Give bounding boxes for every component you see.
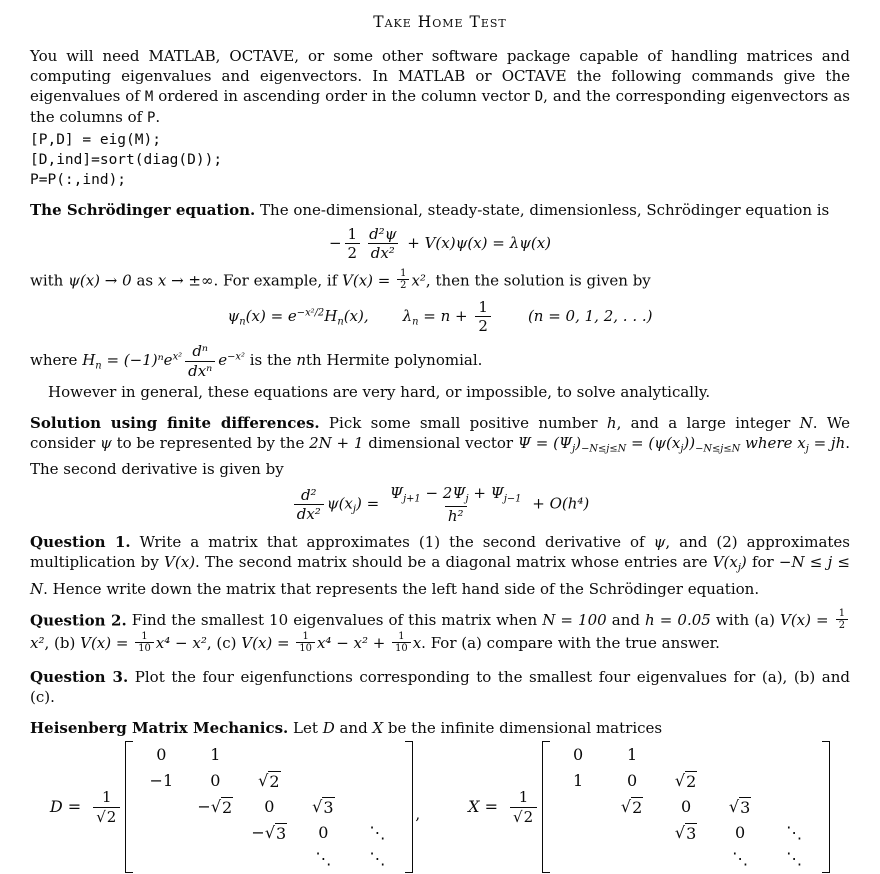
segment-text: . Hence write down the matrix that represents the left hand side of the Schrödinger equation. — [43, 579, 760, 598]
segment-sub: j — [737, 562, 741, 574]
segment-text: and — [334, 719, 373, 738]
segment-sub: n — [337, 316, 344, 328]
segment-text: to be represented by the — [111, 433, 310, 452]
segment-text: , (c) — [206, 634, 242, 653]
segment-math: −N ≤ j ≤ N — [30, 553, 850, 598]
question-1-body — [30, 533, 850, 597]
matrix-x-name: X = — [468, 797, 498, 817]
segment-math: V(x) = — [80, 634, 134, 653]
matrix-d-grid — [133, 740, 405, 874]
segment-math: ψ — [227, 306, 240, 325]
segment-text: is the — [244, 351, 297, 370]
question-2 — [30, 607, 850, 656]
matrix-cell — [713, 768, 767, 794]
segment-math: V(x) — [164, 553, 196, 572]
segment-code: D — [534, 89, 544, 105]
segment-math: where x — [740, 433, 806, 452]
matrix-cell: √ 3 — [728, 797, 751, 817]
code-line: P=P(:,ind); — [30, 172, 127, 188]
segment-text: as — [131, 271, 158, 290]
segment-math: N — [799, 413, 813, 432]
segment-text: with (a) — [710, 611, 780, 630]
bracket-right — [405, 741, 413, 873]
segment-text: The one-dimensional, steady-state, dimensionless, Schrödinger equation is — [255, 201, 830, 219]
segment-text: th Hermite polynomial. — [305, 351, 483, 370]
matrix-cell — [350, 768, 404, 794]
segment-math: = (−1)ⁿe — [101, 351, 173, 370]
matrix-cell: 1 — [210, 745, 221, 765]
segment-math: = jh — [808, 433, 846, 452]
question-2-body — [30, 607, 850, 654]
hermite-line — [30, 342, 850, 380]
segment-math: = n + — [418, 306, 473, 325]
segment-math: X — [372, 719, 384, 738]
segment-math: (x) = e — [245, 306, 297, 325]
matrix-cell: ⋱ — [786, 849, 803, 869]
segment-sub: j — [805, 443, 809, 455]
segment-math: (x), — [343, 306, 369, 325]
segment-sub: j — [572, 443, 576, 455]
matrix-cell: −√ 3 — [251, 823, 287, 843]
segment-sup: −x²/2 — [296, 307, 325, 319]
segment-text: Plot the four eigenfunctions corresponding to the smallest four eigenvalues for (a), (b) and (c). — [30, 668, 850, 707]
matrix-cell: 0 — [264, 797, 275, 817]
matrix-cell: 0 — [156, 745, 167, 765]
matrix-cell — [551, 820, 605, 846]
matrix-cell: −1 — [149, 771, 174, 791]
matrix-cell: √ 2 — [620, 797, 643, 817]
segment-text: You will need MATLAB, OCTAVE, or some other software package capable of handling matrices and computing eigenvalues and eigenvectors. In MATLAB or OCTAVE the following commands give the eigenvalues of — [30, 47, 850, 105]
matrix-cell — [605, 846, 659, 872]
segment-math: ) — [575, 433, 582, 452]
matrix-cell — [551, 794, 605, 820]
matrix-cell — [188, 820, 242, 846]
schrodinger-paragraph — [30, 200, 850, 220]
matrix-cell — [605, 820, 659, 846]
segment-text: , and (2) approximates multiplication by — [30, 533, 850, 572]
matrix-cell — [767, 768, 821, 794]
question-3 — [30, 667, 850, 707]
segment-math: V(x — [712, 553, 738, 572]
segment-math: D — [322, 719, 335, 738]
segment-fracs: $\frac{1}{2}$ — [836, 608, 848, 631]
segment-text: be the infinite dimensional matrices — [383, 719, 663, 738]
matrix-cell — [350, 742, 404, 768]
matrix-cell: √ 3 — [312, 797, 334, 817]
matrix-cell: ⋱ — [786, 823, 803, 843]
segment-sub: −N≤j≤N — [581, 443, 627, 455]
segment-math: )) — [683, 433, 696, 452]
segment-math: ψ — [100, 433, 112, 452]
question-3-label: Question 3. — [30, 668, 129, 687]
with-psi-line — [30, 267, 850, 293]
segment-math: λ — [402, 306, 413, 325]
matrix-cell: ⋱ — [315, 849, 332, 869]
segment-text: . The second matrix should be a diagonal matrix whose entries are — [195, 553, 713, 572]
page-title: Take Home Test — [373, 13, 507, 31]
matrix-cell — [659, 846, 713, 872]
segment-math: 2N + 1 — [309, 433, 364, 452]
matrix-cell — [296, 768, 350, 794]
section-heading-finite-differences: Solution using finite differences. — [30, 413, 320, 432]
segment-text: where — [30, 351, 83, 370]
segment-math: x² — [30, 634, 45, 653]
matrix-cell — [551, 846, 605, 872]
segment-text: for — [746, 553, 779, 572]
segment-sub: n — [239, 316, 246, 328]
segment-fracs: $\frac{1}{10}$ — [392, 631, 411, 654]
matrix-x — [468, 740, 830, 874]
segment-text: , then the solution is given by — [425, 271, 651, 290]
section-heading-heisenberg: Heisenberg Matrix Mechanics. — [30, 719, 289, 738]
segment-text: Let — [288, 719, 323, 738]
segment-text: with — [30, 271, 69, 290]
segment-fracs: $\frac{1}{10}$ — [296, 631, 315, 654]
intro-paragraph — [30, 46, 850, 128]
segment-text: ordered in ascending order in the column vector — [153, 87, 535, 105]
matrix-cell — [296, 742, 350, 768]
segment-math: (n = 0, 1, 2, . . .) — [527, 306, 653, 325]
segment-math: x → ±∞ — [157, 271, 214, 290]
question-1 — [30, 532, 850, 598]
equation-psi-n — [30, 298, 850, 336]
segment-sub: −N≤j≤N — [695, 443, 741, 455]
equation-schrodinger — [30, 225, 850, 263]
bracket-right — [822, 741, 830, 873]
segment-fracs: $\frac{1}{10}$ — [135, 631, 154, 654]
matrix-cell: √ 2 — [258, 771, 280, 791]
segment-text: . For (a) compare with the true answer. — [421, 634, 720, 653]
segment-fraci: $\frac{\text{d²ψ}}{\text{dx²}}$ — [369, 225, 397, 263]
matrix-cell: √ 2 — [674, 771, 697, 791]
segment-code: M — [144, 89, 154, 105]
code-line: [D,ind]=sort(diag(D)); — [30, 152, 223, 168]
segment-math: = (ψ(x — [626, 433, 681, 452]
matrix-cell: 0 — [735, 823, 746, 843]
matrix-cell: ⋱ — [732, 849, 749, 869]
matrix-d-name: D = — [49, 797, 82, 817]
segment-math: V(x) = — [241, 634, 295, 653]
segment-math: H — [82, 351, 96, 370]
segment-text: . We consider — [30, 413, 850, 452]
matrix-cell: 0 — [318, 823, 329, 843]
segment-math: x⁴ − x² + — [316, 634, 391, 653]
segment-code: P — [146, 110, 156, 126]
segment-text: and — [606, 611, 646, 630]
schrodinger-lead — [255, 201, 829, 219]
segment-math: Ψ = (Ψ — [517, 433, 573, 452]
heisenberg-lead — [288, 719, 662, 737]
matrix-x-grid — [550, 740, 822, 874]
matrix-cell: 0 — [573, 745, 584, 765]
matrix-cell — [767, 794, 821, 820]
segment-math: V(x) = — [779, 611, 834, 630]
question-3-body — [30, 668, 850, 706]
matrix-cell: 0 — [681, 797, 692, 817]
code-line: [P,D] = eig(M); — [30, 132, 161, 148]
segment-sub: n — [412, 316, 419, 328]
matrix-cell: ⋱ — [369, 849, 386, 869]
segment-fraci: $\frac{\text{dⁿ}}{\text{dxⁿ}}$ — [185, 342, 215, 380]
matrix-cell — [713, 742, 767, 768]
segment-text: Write a matrix that approximates (1) the second derivative of — [130, 533, 654, 552]
matrix-cell: 0 — [627, 771, 638, 791]
segment-math: e — [218, 351, 228, 370]
segment-math: h — [606, 413, 617, 432]
frac-central-difference: $\frac{\Psi_{j+1} - 2\Psi_j + \Psi_{j-1}}{\text{h²}}$ — [389, 484, 522, 525]
segment-text: , and the corresponding eigenvectors as the columns of — [30, 87, 850, 126]
matrix-cell — [134, 794, 188, 820]
frac-d2-dx2: $\frac{\text{d²}}{\text{dx²}}$ — [294, 486, 324, 524]
segment-text: , (b) — [44, 634, 81, 653]
matrix-d — [50, 740, 468, 874]
code-block — [30, 130, 850, 190]
matrix-cell: 1 — [573, 771, 584, 791]
segment-fracs: $\frac{1}{2}$ — [397, 268, 409, 291]
segment-text: Pick some small positive number — [319, 413, 607, 432]
segment-text: . — [155, 108, 161, 126]
segment-sub: j — [680, 443, 684, 455]
segment-frac: $\frac{1}{2}$ — [345, 225, 361, 263]
segment-math: ψ — [653, 533, 666, 552]
matrix-cell — [134, 820, 188, 846]
bracket-left — [125, 741, 133, 873]
matrix-d-coefficient: $\frac{1}{√2}$ — [93, 788, 120, 826]
matrix-cell: √ 3 — [674, 823, 697, 843]
segment-sub: n — [95, 360, 102, 372]
matrix-cell: 1 — [627, 745, 638, 765]
matrix-separator-comma: , — [415, 805, 421, 824]
matrix-cell — [134, 846, 188, 872]
segment-math: x⁴ − x² — [155, 634, 207, 653]
matrix-cell — [188, 846, 242, 872]
segment-math: x — [412, 634, 422, 653]
finite-differences-paragraph — [30, 413, 850, 479]
segment-text: dimensional vector — [363, 433, 518, 452]
bracket-left — [542, 741, 550, 873]
segment-math: H — [324, 306, 338, 325]
matrix-cell — [350, 794, 404, 820]
matrix-cell — [767, 742, 821, 768]
however-line: However in general, these equations are very hard, or impossible, to solve analytically. — [48, 382, 711, 401]
matrix-cell: 0 — [210, 771, 221, 791]
segment-math: N = 100 — [542, 611, 607, 630]
segment-sup: −x² — [227, 351, 245, 363]
segment-math: + V(x)ψ(x) = λψ(x) — [402, 233, 552, 252]
segment-math: ) — [740, 553, 747, 572]
question-2-label: Question 2. — [30, 611, 127, 630]
segment-math: n — [296, 351, 306, 370]
segment-sup: x² — [172, 351, 183, 363]
segment-math: h = 0.05 — [645, 611, 711, 630]
matrix-cell: −√ 2 — [197, 797, 233, 817]
segment-frac: $\frac{1}{2}$ — [475, 298, 491, 336]
matrices-display — [30, 740, 850, 874]
segment-math: x² — [411, 271, 426, 290]
equation-second-derivative: $\frac{\text{d²}}{\text{dx²}}$ $\psi(x_j)$ = $\frac{\Psi_{j+1} - 2\Psi_j + \Psi_{j-1}}{\text{h²}}$ + O(h⁴) — [30, 484, 850, 525]
matrix-cell: ⋱ — [369, 823, 386, 843]
matrix-cell — [242, 846, 296, 872]
segment-math: V(x) = — [342, 271, 396, 290]
segment-math: ψ(x) → 0 — [68, 271, 132, 290]
matrix-cell — [659, 742, 713, 768]
section-heading-schrodinger: The Schrödinger equation. — [30, 201, 256, 219]
segment-text: Find the smallest 10 eigenvalues of this matrix when — [126, 611, 543, 630]
heisenberg-paragraph — [30, 718, 850, 738]
segment-text: , and a large integer — [616, 413, 800, 432]
matrix-cell — [242, 742, 296, 768]
question-1-label: Question 1. — [30, 533, 131, 552]
segment-text: . The second derivative is given by — [30, 433, 851, 479]
segment-text: . For example, if — [213, 271, 343, 290]
segment-math: − — [328, 233, 342, 252]
matrix-x-coefficient: $\frac{1}{√2}$ — [510, 788, 537, 826]
